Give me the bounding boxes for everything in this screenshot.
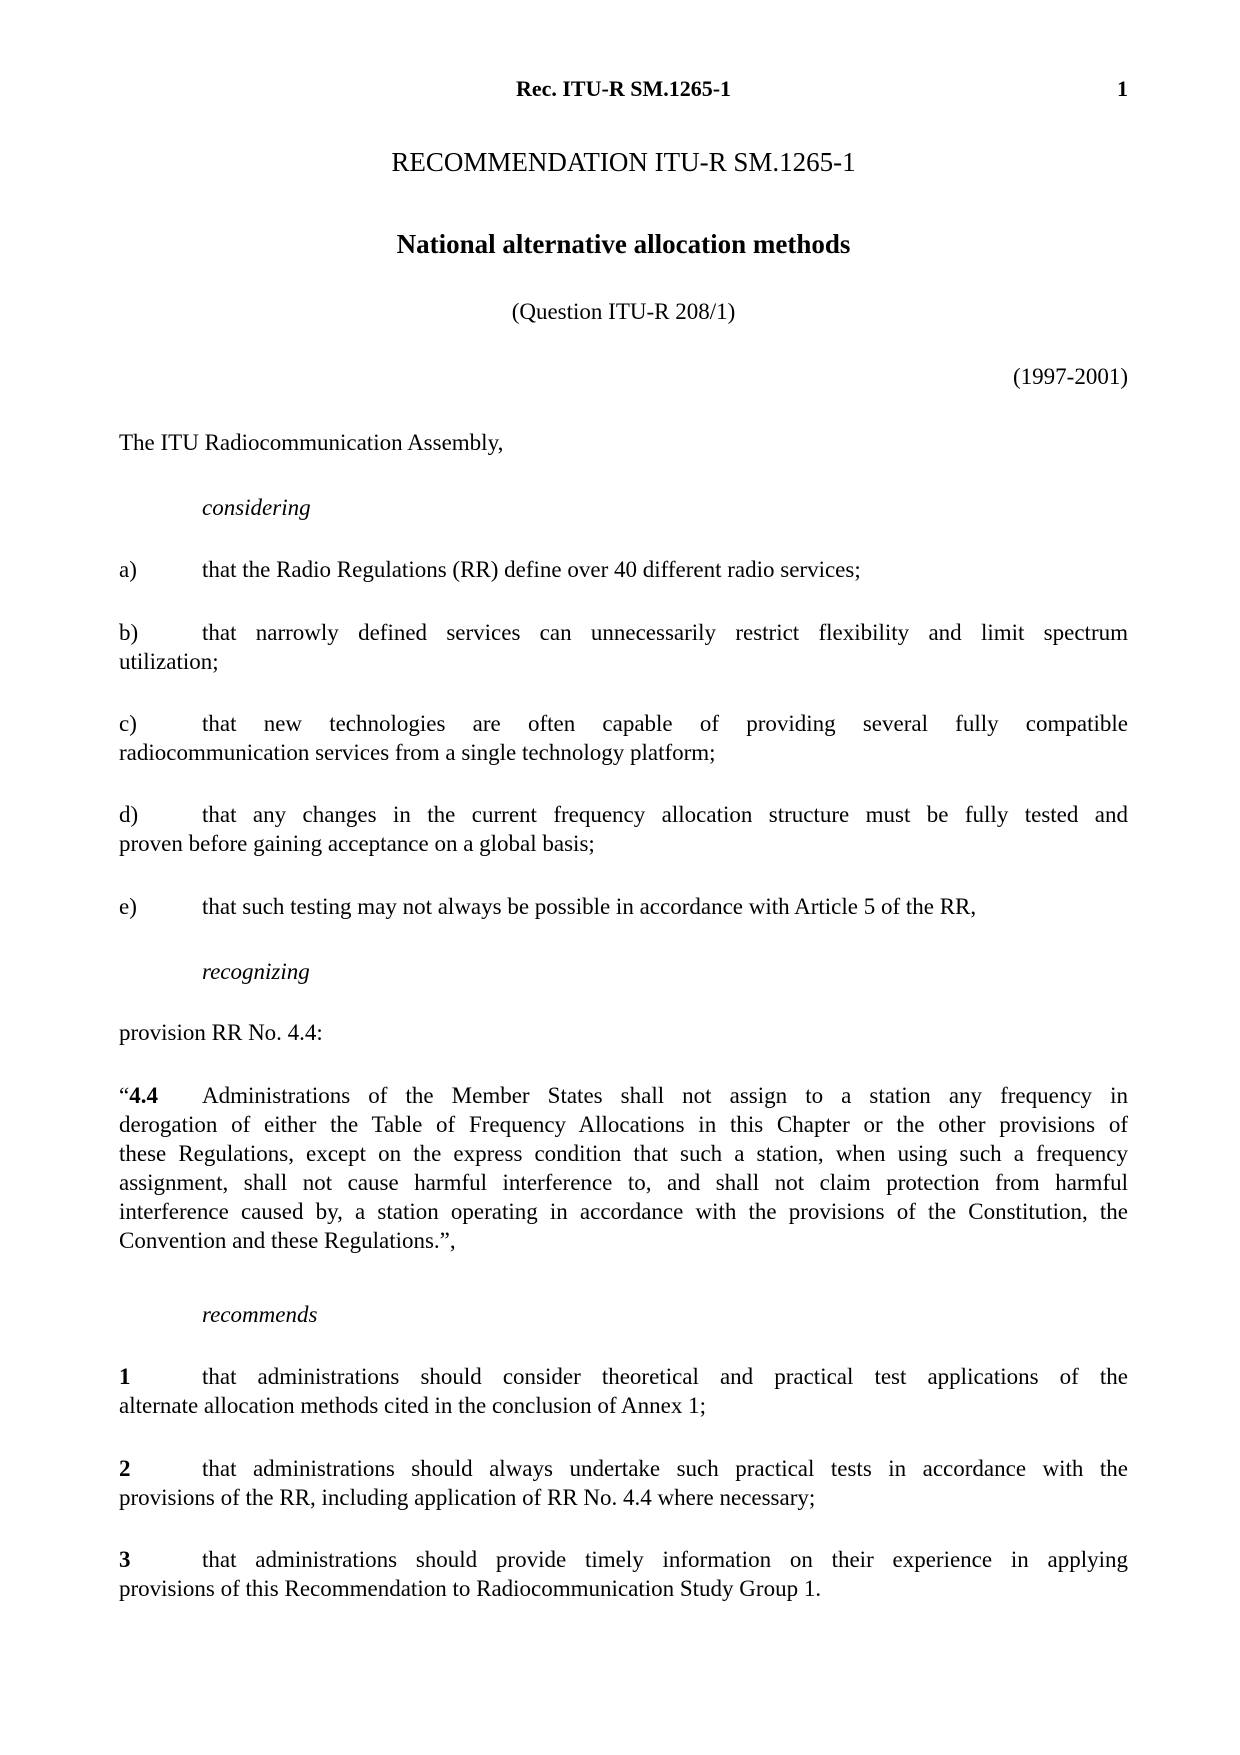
item-text: that new technologies are often capable of providing several fully compatible <box>202 711 1128 736</box>
item-text: provisions of this Recommendation to Radiocommunication Study Group 1. <box>119 1576 822 1601</box>
item-label: c) <box>119 711 137 736</box>
item-text: that administrations should consider theoretical and practical test applications of the <box>202 1364 1128 1389</box>
quote-text: these Regulations, except on the express condition that such a station, when using such a frequency <box>119 1141 1128 1166</box>
quote-text: assignment, shall not cause harmful interference to, and shall not claim protection from harmful <box>119 1170 1128 1195</box>
item-text: proven before gaining acceptance on a global basis; <box>119 831 595 856</box>
open-quote: “ <box>119 1083 130 1108</box>
recommends-item-2 <box>119 1454 1128 1512</box>
recognizing-heading: recognizing <box>202 959 310 984</box>
considering-item-e <box>119 892 1128 921</box>
considering-heading: considering <box>202 495 311 520</box>
document-title: National alternative allocation methods <box>396 229 851 259</box>
question-reference: (Question ITU-R 208/1) <box>511 299 736 324</box>
item-text: utilization; <box>119 649 219 674</box>
item-text: that narrowly defined services can unnecessarily restrict flexibility and limit spectrum <box>202 620 1128 645</box>
item-label: b) <box>119 620 139 645</box>
recommends-item-3 <box>119 1545 1128 1603</box>
item-text: provisions of the RR, including application of RR No. 4.4 where necessary; <box>119 1485 816 1510</box>
item-text: radiocommunication services from a single technology platform; <box>119 740 716 765</box>
considering-item-d <box>119 800 1128 858</box>
item-text: alternate allocation methods cited in the conclusion of Annex 1; <box>119 1393 706 1418</box>
item-text: that administrations should provide timely information on their experience in applying <box>202 1547 1128 1572</box>
item-label: e) <box>119 894 137 919</box>
considering-item-b <box>119 618 1128 676</box>
assembly-line: The ITU Radiocommunication Assembly, <box>119 430 504 455</box>
item-number: 1 <box>119 1364 131 1389</box>
recommends-heading: recommends <box>202 1302 318 1327</box>
considering-item-a <box>119 555 1128 584</box>
years: (1997-2001) <box>1013 364 1128 389</box>
item-label: d) <box>119 802 139 827</box>
recommendation-number: RECOMMENDATION ITU-R SM.1265-1 <box>391 147 856 177</box>
provision-number: 4.4 <box>129 1083 158 1108</box>
running-header <box>119 74 1128 104</box>
item-text: that the Radio Regulations (RR) define over 40 different radio services; <box>202 557 861 582</box>
quote-text: interference caused by, a station operating in accordance with the provisions of the Constitution, the <box>119 1199 1128 1224</box>
document-page <box>119 0 1128 1755</box>
item-text: that any changes in the current frequency allocation structure must be fully tested and <box>202 802 1128 827</box>
considering-item-c <box>119 709 1128 767</box>
item-label: a) <box>119 557 137 582</box>
item-number: 3 <box>119 1547 131 1572</box>
recommends-item-1 <box>119 1362 1128 1420</box>
item-text: that such testing may not always be possible in accordance with Article 5 of the RR, <box>202 894 977 919</box>
recognizing-intro: provision RR No. 4.4: <box>119 1020 323 1045</box>
item-text: that administrations should always undertake such practical tests in accordance with the <box>202 1456 1128 1481</box>
quoted-provision <box>119 1081 1128 1255</box>
quote-text: derogation of either the Table of Frequency Allocations in this Chapter or the other provisions of <box>119 1112 1128 1137</box>
item-number: 2 <box>119 1456 131 1481</box>
quote-text: Administrations of the Member States shall not assign to a station any frequency in <box>202 1083 1128 1108</box>
page-number: 1 <box>1117 76 1128 101</box>
quote-text: Convention and these Regulations.”, <box>119 1228 456 1253</box>
running-title: Rec. ITU-R SM.1265-1 <box>515 76 732 101</box>
